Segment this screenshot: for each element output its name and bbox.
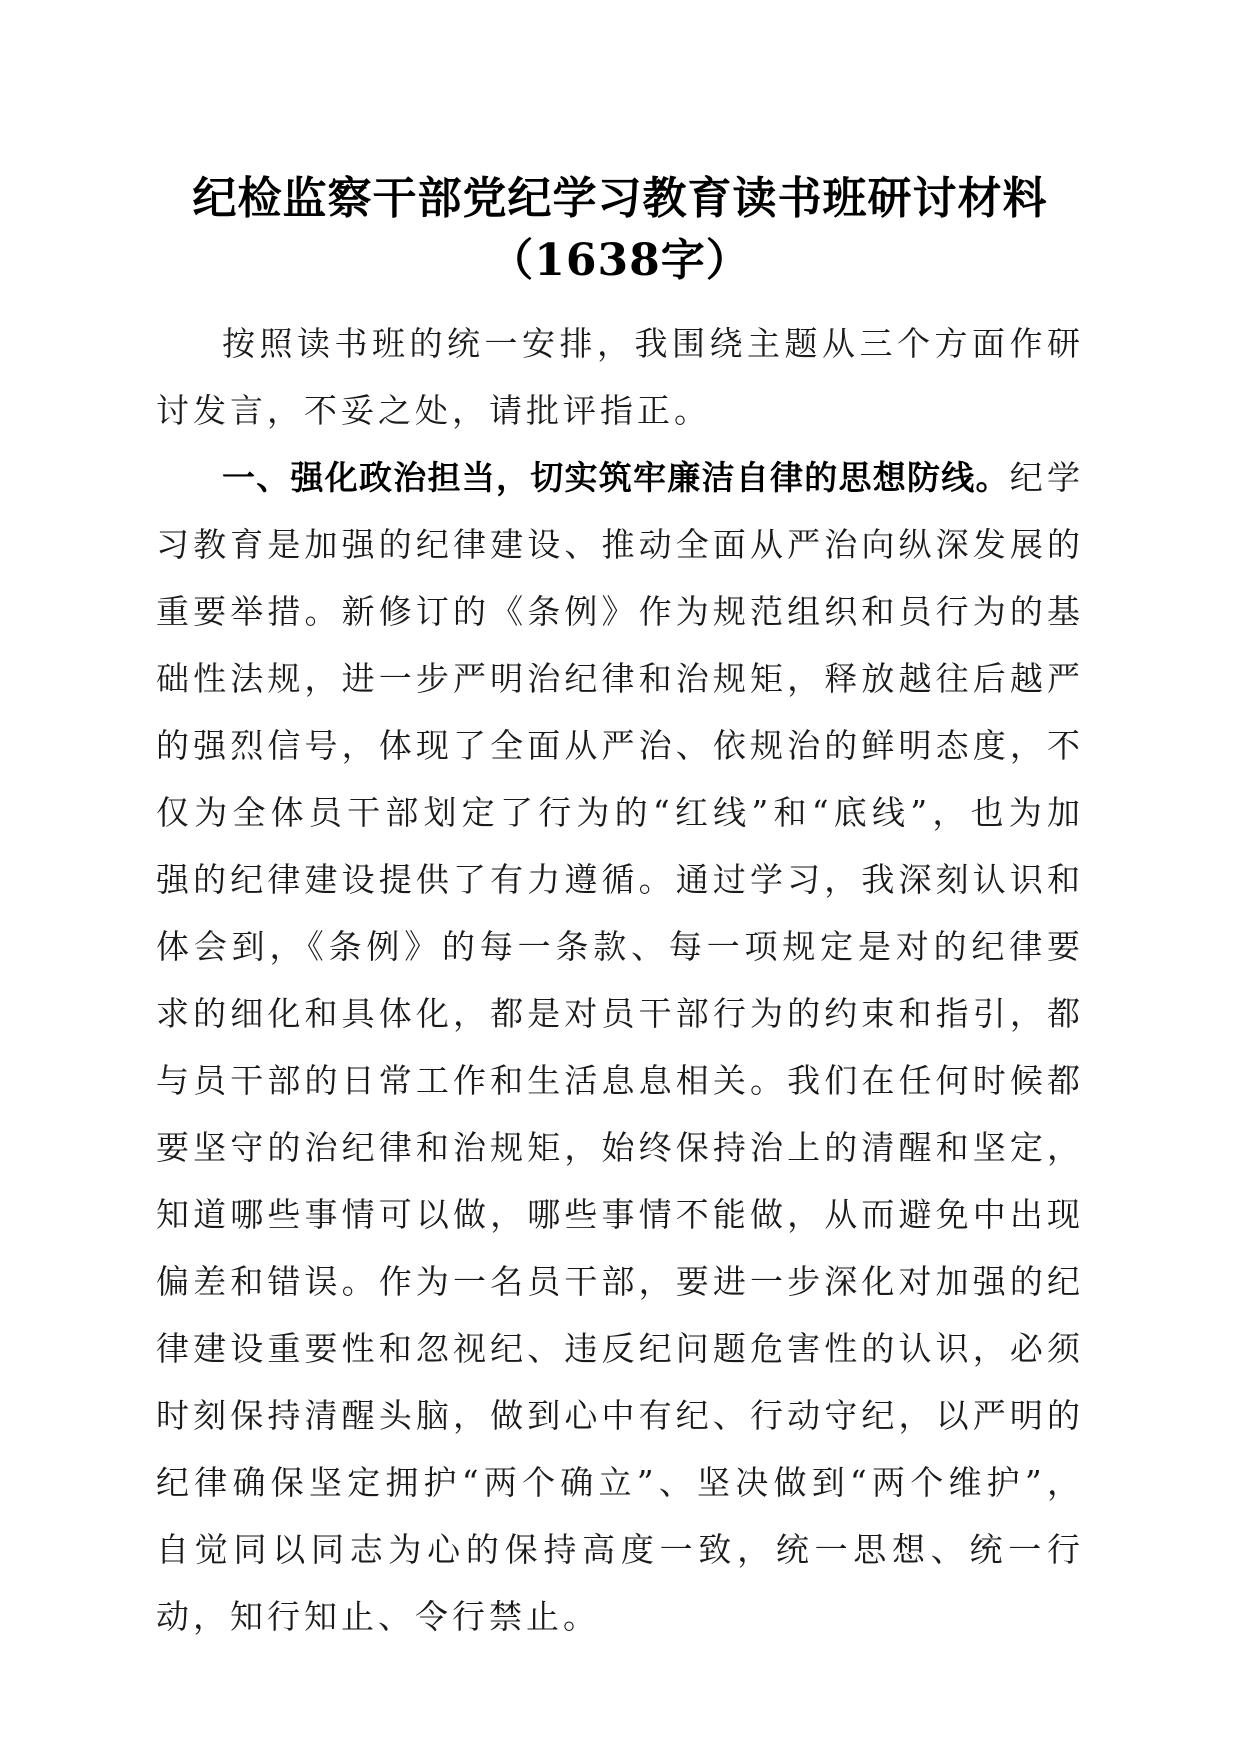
- section-1-body: 纪学习教育是加强的纪律建设、推动全面从严治向纵深发展的重要举措。新修订的《条例》作为规范组织和员行为的基础性法规，进一步严明治纪律和治规矩，释放越往后越严的强烈信号，体现了全面从严治、依规治的鲜明态度，不仅为全体员干部划定了行为的“红线”和“底线”，也为加强的纪律建设提供了有力遵循。通过学习，我深刻认识和体会到，《条例》的每一条款、每一项规定是对的纪律要求的细化和具体化，都是对员干部行为的约束和指引，都与员干部的日常工作和生活息息相关。我们在任何时候都要坚守的治纪律和治规矩，始终保持治上的清醒和坚定，知道哪些事情可以做，哪些事情不能做，从而避免中出现偏差和错误。作为一名员干部，要进一步深化对加强的纪律建设重要性和忽视纪、违反纪问题危害性的认识，必须时刻保持清醒头脑，做到心中有纪、行动守纪，以严明的纪律确保坚定拥护“两个确立”、坚决做到“两个维护”，自觉同以同志为心的保持高度一致，统一思想、统一行动，知行知止、令行禁止。: [156, 458, 1084, 1636]
- document-body: [156, 310, 1084, 1650]
- document-title: 纪检监察干部党纪学习教育读书班研讨材料: [192, 173, 1048, 224]
- title-block: [0, 168, 1240, 292]
- section-1-paragraph: [156, 444, 1084, 1650]
- section-1-heading: 一、强化政治担当，切实筑牢廉洁自律的思想防线。: [222, 458, 1010, 497]
- word-count-subtitle: （1638字）: [489, 235, 751, 286]
- intro-paragraph: 按照读书班的统一安排，我围绕主题从三个方面作研讨发言，不妥之处，请批评指正。: [156, 324, 1084, 430]
